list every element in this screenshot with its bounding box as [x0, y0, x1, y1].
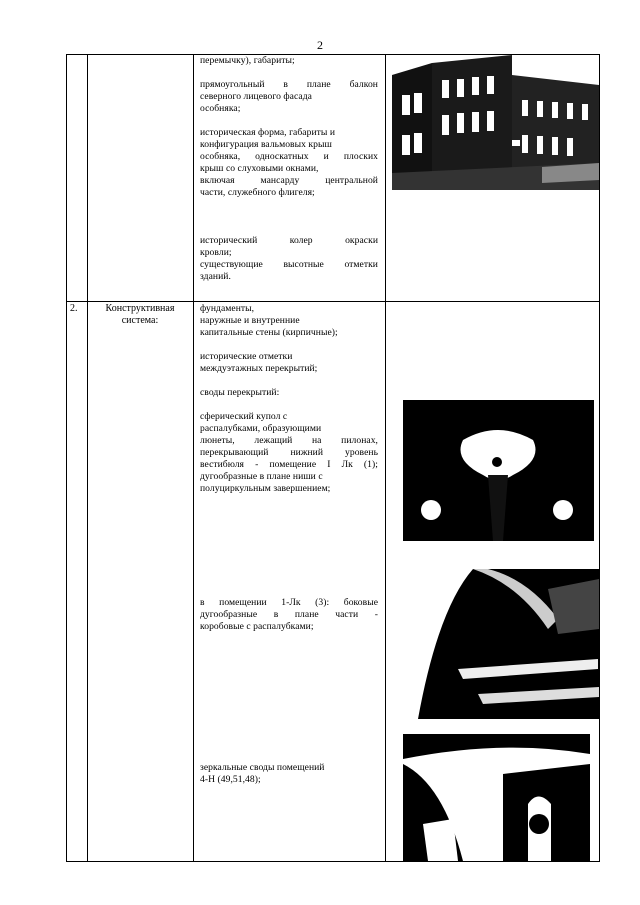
row1-text-line: историческая форма, габариты и — [200, 127, 336, 138]
vault-photo — [398, 569, 599, 719]
row1-text-line: северного лицевого фасада — [200, 91, 312, 102]
row2-number: 2. — [70, 303, 78, 314]
row2-block1-line: полуциркульным завершением; — [200, 483, 331, 494]
page-number: 2 — [317, 38, 323, 52]
row1-text-line: кровли; — [200, 247, 232, 258]
row2-block1-line: сферический купол с — [200, 411, 288, 422]
row1-text-line: прямоугольный в плане балкон — [200, 79, 378, 90]
row2-block1-line: вестибюля - помещение I Лк (1); — [200, 459, 378, 470]
row2-block1-line: междуэтажных перекрытий; — [200, 363, 318, 374]
row1-text-line: особняка; — [200, 103, 241, 114]
table-border-col2 — [193, 54, 194, 862]
row2-block2-line: коробовые с распалубками; — [200, 621, 314, 632]
row2-block3-line: зеркальные своды помещений — [200, 762, 325, 773]
facade-photo — [392, 55, 599, 190]
row1-text-line: зданий. — [200, 271, 231, 282]
row2-block3-line: 4-Н (49,51,48); — [200, 774, 261, 785]
table-border-bottom — [66, 861, 599, 862]
row2-block1-line: перекрывающий нижний уровень — [200, 447, 378, 458]
row2-block1-line: наружные и внутренние — [200, 315, 300, 326]
row2-block1-line: исторические отметки — [200, 351, 293, 362]
dome-photo — [403, 400, 594, 541]
row2-block1-line: дугообразные в плане ниши с — [200, 471, 323, 482]
row1-text-line: исторический колер окраски — [200, 235, 378, 246]
row1-text-line: крыш со слуховыми окнами, — [200, 163, 319, 174]
row2-block1-line: фундаменты, — [200, 303, 255, 314]
row2-block2-line: дугообразные в плане части - — [200, 609, 378, 620]
row1-text-line: особняка, односкатных и плоских — [200, 151, 378, 162]
row-divider — [66, 301, 599, 302]
row1-text-line: части, служебного флигеля; — [200, 187, 315, 198]
table-border-right — [599, 54, 600, 862]
table-border-col1 — [87, 54, 88, 862]
row2-block2-line: в помещении 1-Лк (3): боковые — [200, 597, 378, 608]
row1-text-line: конфигурация вальмовых крыш — [200, 139, 332, 150]
table-border-col3 — [385, 54, 386, 862]
row2-block1-line: своды перекрытий: — [200, 387, 280, 398]
row2-block1-line: люнеты, лежащий на пилонах, — [200, 435, 378, 446]
row1-text-line: включая мансарду центральной — [200, 175, 378, 186]
table-border-left — [66, 54, 67, 862]
mirror-vault-photo — [403, 734, 590, 861]
row2-name: Конструктивная система: — [105, 303, 175, 326]
row2-block1-line: капитальные стены (кирпичные); — [200, 327, 338, 338]
row1-text-line: существующие высотные отметки — [200, 259, 378, 270]
row2-block1-line: распалубками, образующими — [200, 423, 322, 434]
row1-text-line: перемычку), габариты; — [200, 55, 295, 66]
